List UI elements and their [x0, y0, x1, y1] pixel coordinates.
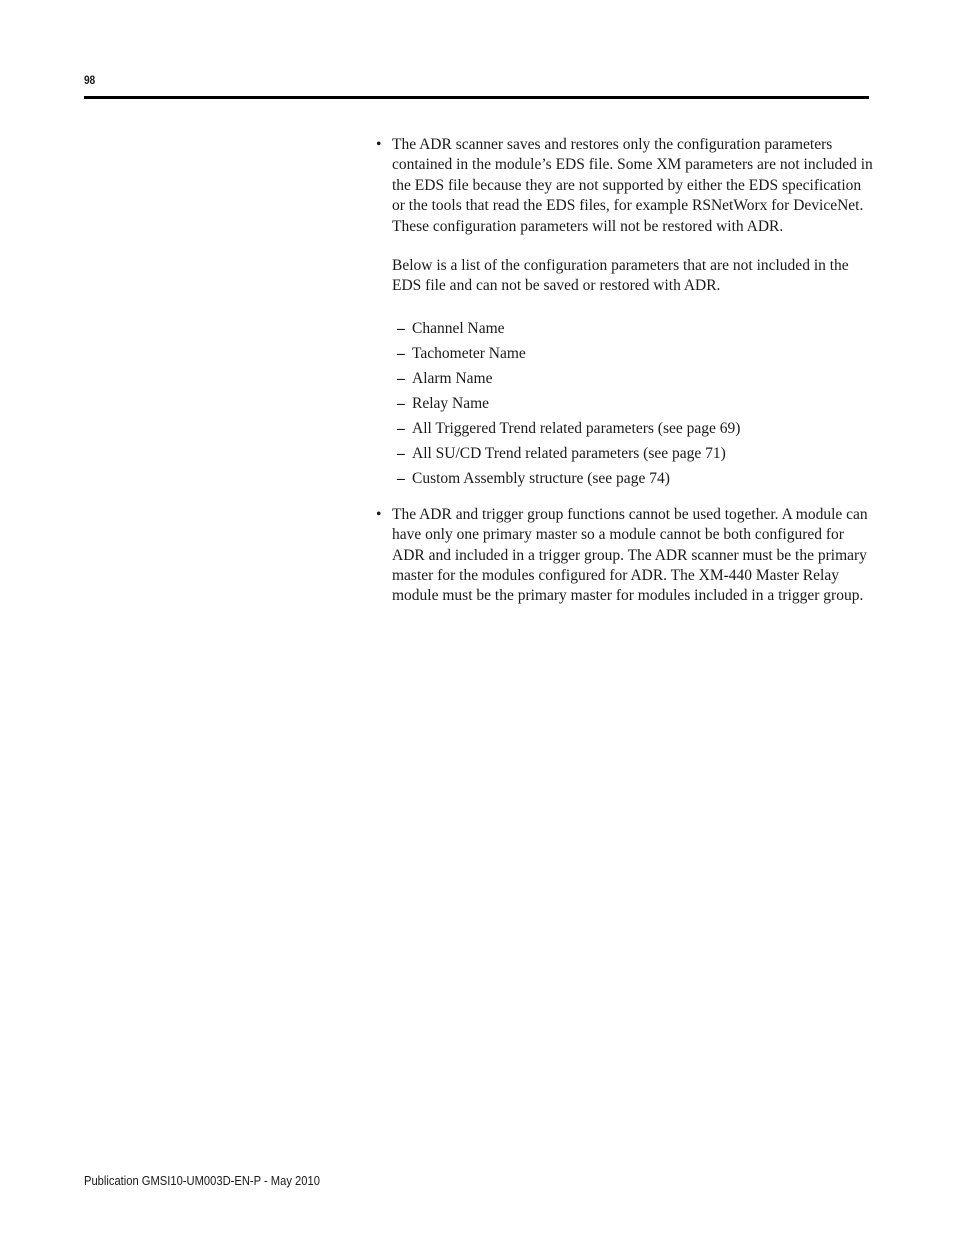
list-item [397, 366, 876, 391]
bullet-paragraph: The ADR and trigger group functions cannot be used together. A module can have only one primary master so a module cannot be both configured for ADR and included in a trigger group. The ADR scanner must be the primary master for the modules configured for ADR. The XM-440 Master Relay module must be the primary master for modules included in a trigger group. [392, 505, 868, 605]
list-item-text: Custom Assembly structure (see page 74) [412, 469, 670, 487]
list-item-text: Alarm Name [412, 369, 493, 387]
bullet-icon: • [376, 505, 382, 523]
list-item [397, 341, 876, 366]
list-item-text: All Triggered Trend related parameters (see page 69) [412, 419, 741, 437]
dash-icon: – [397, 419, 405, 437]
list-item-text: Channel Name [412, 319, 505, 337]
bullet-item [376, 505, 876, 607]
dash-icon: – [397, 319, 405, 337]
main-content [376, 135, 876, 607]
list-item [397, 416, 876, 441]
bullet-icon: • [376, 136, 382, 153]
list-item-text: All SU/CD Trend related parameters (see page 71) [412, 444, 726, 462]
dash-icon: – [397, 369, 405, 387]
publication-footer: Publication GMSI10-UM003D-EN-P - May 2010 [84, 1173, 320, 1188]
list-item-text: Tachometer Name [412, 344, 526, 362]
dash-icon: – [397, 394, 405, 412]
header-rule [84, 96, 869, 99]
dash-icon: – [397, 344, 405, 362]
list-item [397, 466, 876, 491]
bullet-item [376, 135, 876, 491]
list-intro-paragraph: Below is a list of the configuration parameters that are not included in the EDS file and can not be saved or restored with ADR. [392, 257, 849, 295]
list-item [397, 316, 876, 341]
list-item [397, 391, 876, 416]
dash-icon: – [397, 469, 405, 487]
parameter-list [392, 316, 876, 491]
page-number: 98 [84, 73, 96, 87]
list-item-text: Relay Name [412, 394, 490, 412]
bullet-paragraph: The ADR scanner saves and restores only the configuration parameters contained in the module’s EDS file. Some XM parameters are not included in the EDS file because they are not supported by either the EDS specification or the tools that read the EDS files, for example RSNetWorx for DeviceNet. These configuration parameters will not be restored with ADR. [392, 136, 873, 235]
list-item [397, 441, 876, 466]
dash-icon: – [397, 444, 405, 462]
